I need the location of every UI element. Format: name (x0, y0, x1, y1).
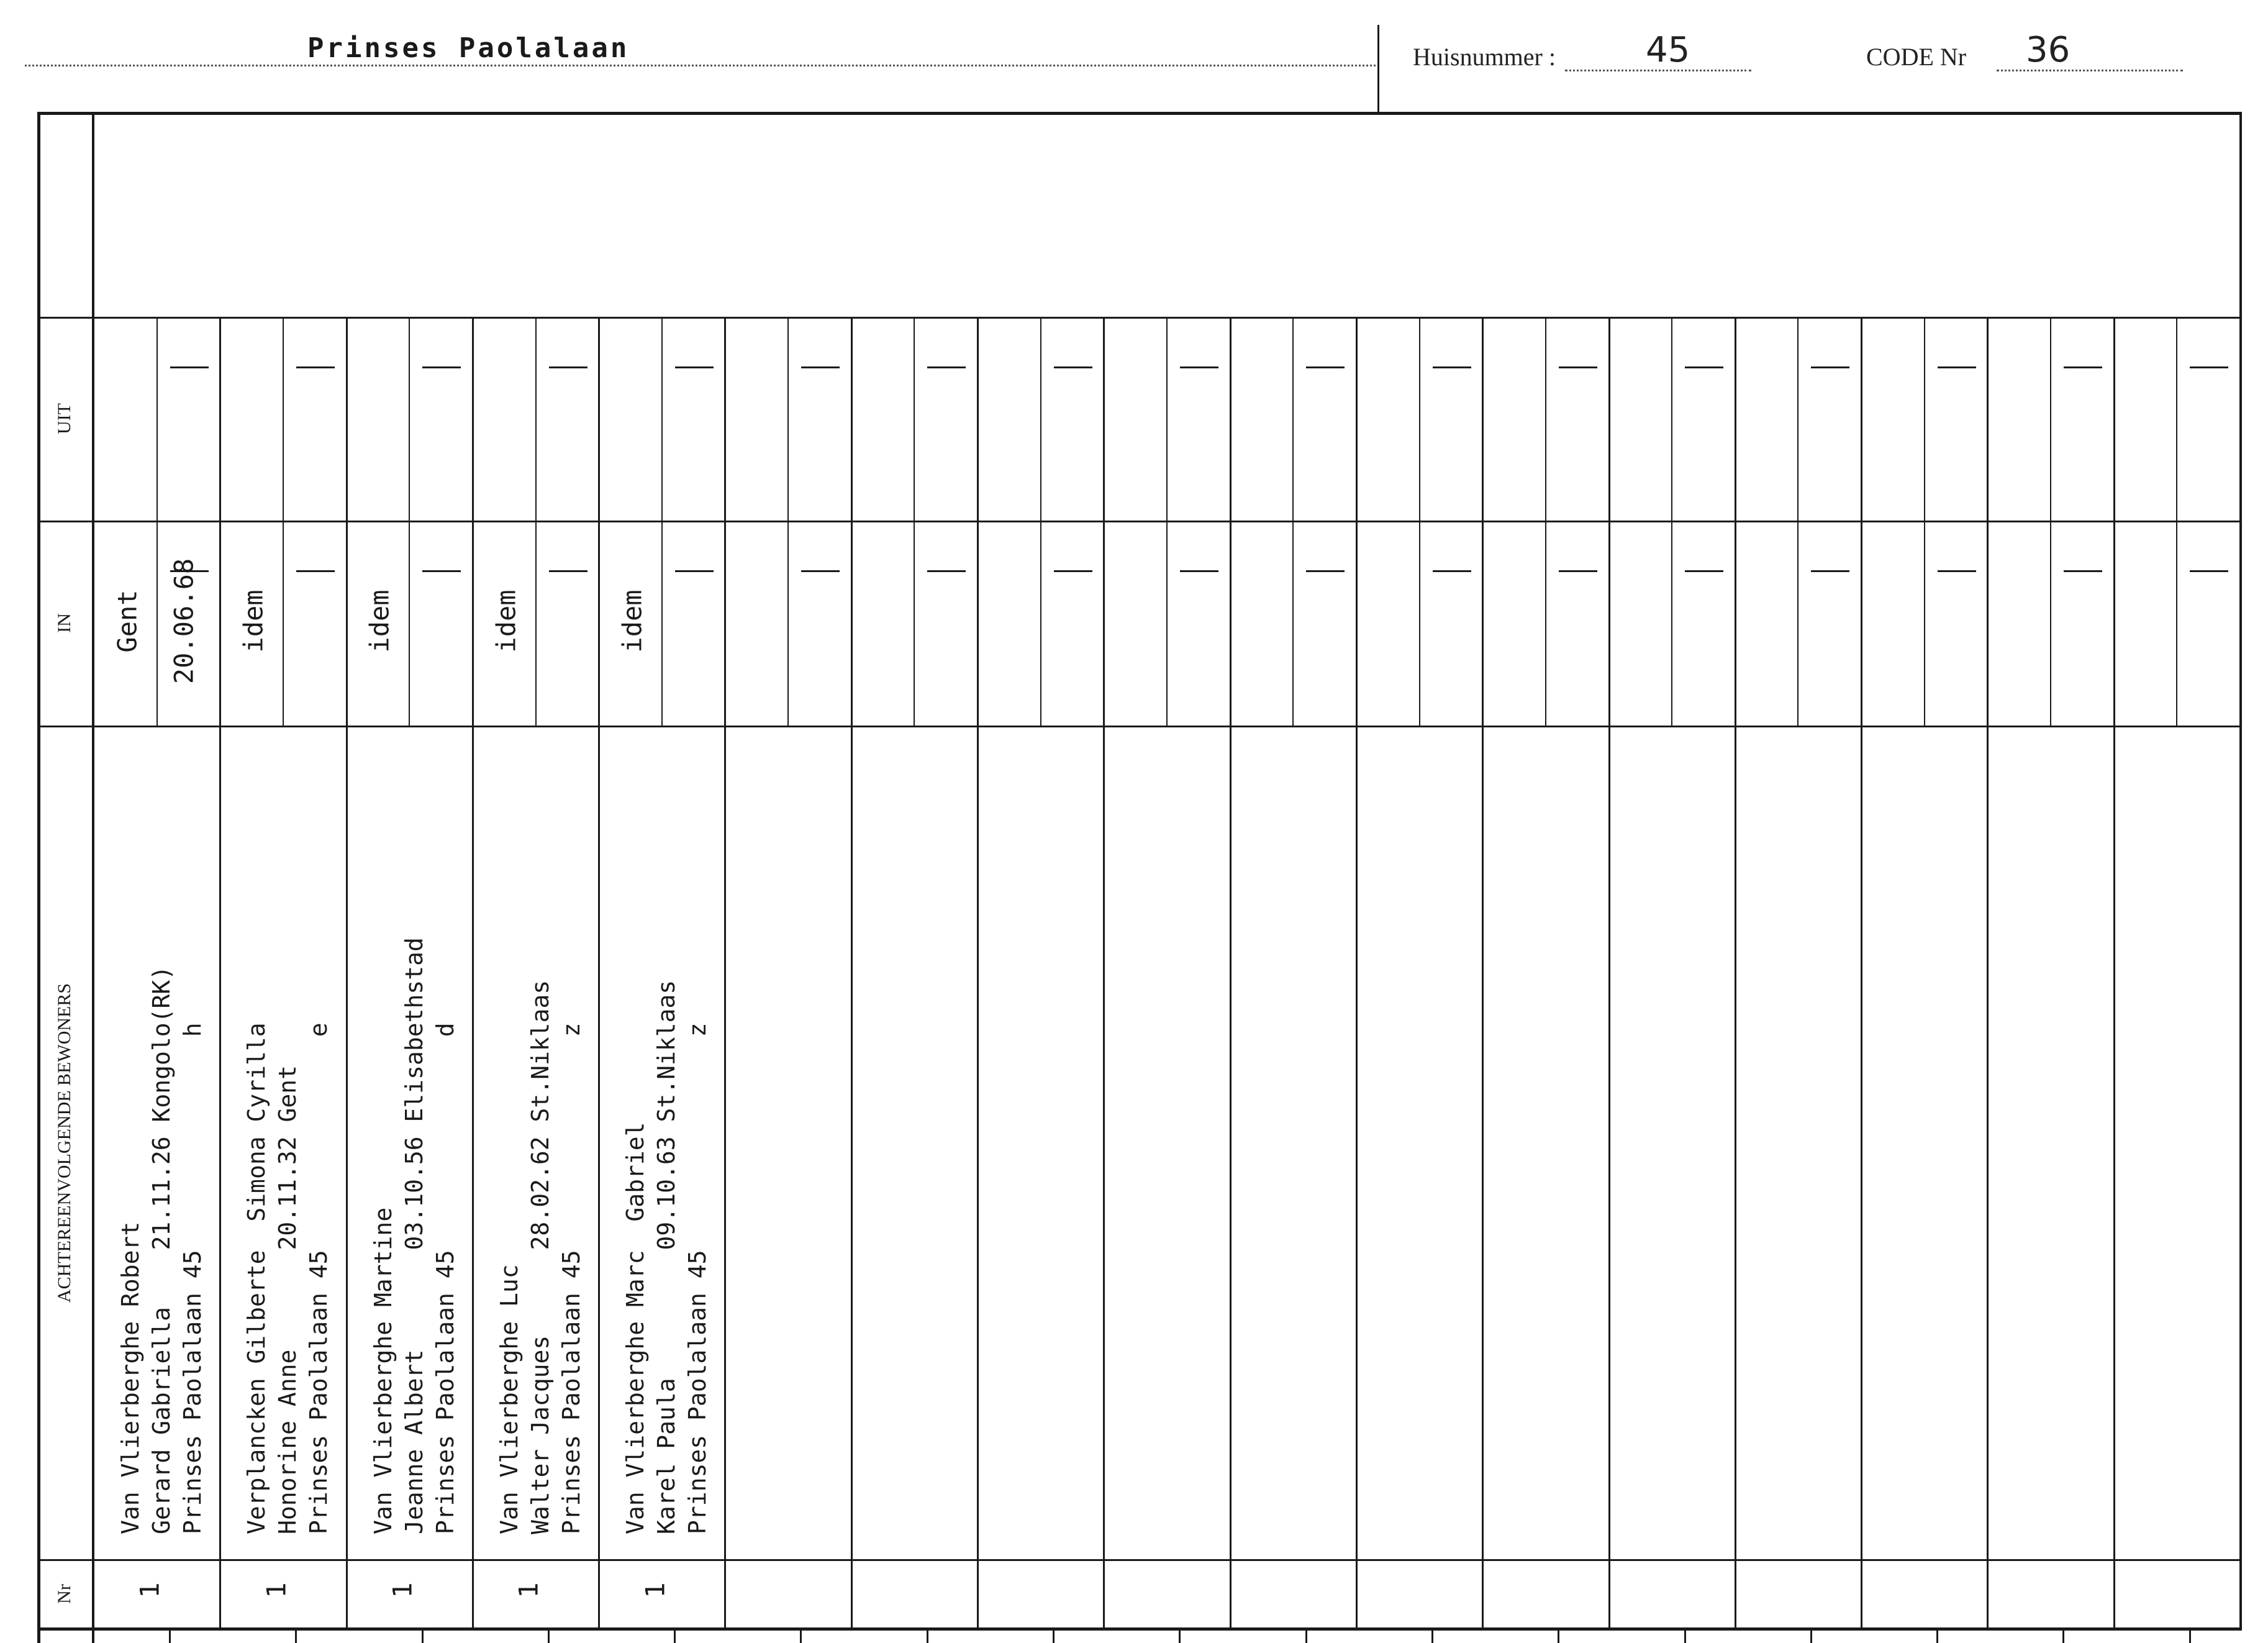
column-separator (598, 318, 600, 1629)
resident-entry (241, 739, 334, 1534)
in-dash (1685, 570, 1723, 572)
in-dash (1180, 570, 1218, 572)
resident-line: Honorine Anne 20.11.32 Gent (274, 1065, 301, 1534)
in-dash (1433, 570, 1471, 572)
in-dash (1306, 570, 1345, 572)
code-label: CODE Nr (1866, 43, 1967, 71)
column-subdivider (1545, 318, 1546, 727)
in-dash (296, 570, 335, 572)
column-separator (1861, 318, 1862, 1629)
street-name: Prinses Paolalaan (307, 32, 630, 64)
uit-dash (422, 366, 461, 368)
row-line-residents-top (37, 726, 2242, 727)
code-dotted-line (1997, 70, 2183, 71)
in-dash (1054, 570, 1092, 572)
ruler-tick (1936, 1630, 1938, 1643)
column-subdivider (661, 318, 663, 727)
in-place: idem (617, 589, 648, 653)
ruler-tick (800, 1630, 802, 1643)
resident-nr: 1 (513, 1582, 544, 1598)
ruler-tick (1810, 1630, 1812, 1643)
resident-line: Prinses Paolalaan 45 d (432, 1022, 459, 1534)
street-dotted-line (25, 65, 1376, 66)
row-line-nr-top (37, 1559, 2242, 1561)
uit-dash (296, 366, 335, 368)
ruler-tick (1558, 1630, 1559, 1643)
in-dash (1559, 570, 1597, 572)
in-dash (1938, 570, 1976, 572)
uit-dash (801, 366, 840, 368)
section-label-nr: Nr (54, 1584, 75, 1604)
ruler-tick (295, 1630, 297, 1643)
frame-left (37, 112, 40, 1643)
resident-entry (115, 739, 208, 1534)
resident-line: Karel Paula 09.10.63 St.Niklaas (653, 980, 680, 1534)
resident-line: Verplancken Gilberte Simona Cyrilla (243, 1022, 270, 1534)
uit-dash (549, 366, 587, 368)
resident-line: Prinses Paolalaan 45 e (305, 1022, 332, 1534)
column-subdivider (283, 318, 284, 727)
column-separator (1230, 318, 1232, 1629)
in-date: 20.06.68 (168, 558, 199, 685)
uit-dash (1811, 366, 1849, 368)
column-subdivider (1924, 318, 1925, 727)
column-separator (472, 318, 474, 1629)
ruler-tick (1305, 1630, 1307, 1643)
column-separator (851, 318, 853, 1629)
resident-nr: 1 (261, 1582, 292, 1598)
uit-dash (675, 366, 714, 368)
in-place: idem (491, 589, 522, 653)
column-separator (1103, 318, 1105, 1629)
section-label-in: IN (54, 613, 75, 633)
column-separator (1356, 318, 1358, 1629)
in-place: idem (364, 589, 395, 653)
resident-line: Prinses Paolalaan 45 z (558, 1022, 585, 1534)
uit-dash (1180, 366, 1218, 368)
ruler-tick (1431, 1630, 1433, 1643)
ruler-tick (169, 1630, 171, 1643)
ruler-tick (1053, 1630, 1055, 1643)
column-subdivider (535, 318, 537, 727)
column-subdivider (156, 318, 158, 727)
resident-line: Prinses Paolalaan 45 z (684, 1022, 711, 1534)
header-divider (1377, 25, 1379, 112)
section-label-uit: UIT (54, 403, 75, 434)
ruler-tick (927, 1630, 928, 1643)
house-number: 45 (1646, 30, 1690, 70)
uit-dash (1306, 366, 1345, 368)
uit-dash (1559, 366, 1597, 368)
label-column-right (92, 112, 94, 1643)
in-dash (675, 570, 714, 572)
in-place: Gent (112, 589, 143, 653)
frame-bottom (37, 1627, 2242, 1631)
in-dash (2190, 570, 2228, 572)
row-line-uit-top (37, 317, 2242, 319)
ruler-tick (1684, 1630, 1686, 1643)
column-separator (724, 318, 726, 1629)
house-number-label: Huisnummer : (1413, 43, 1556, 71)
in-dash (1811, 570, 1849, 572)
column-separator (1987, 318, 1989, 1629)
house-number-dotted-line (1565, 70, 1751, 71)
column-separator (1482, 318, 1484, 1629)
ruler-tick (674, 1630, 676, 1643)
column-separator (977, 318, 979, 1629)
ruler-tick (548, 1630, 550, 1643)
column-subdivider (2176, 318, 2177, 727)
frame-right (2239, 112, 2242, 1627)
column-subdivider (409, 318, 410, 727)
in-dash (2064, 570, 2102, 572)
resident-line: Jeanne Albert 03.10.56 Elisabethstad (401, 937, 428, 1534)
resident-entry (620, 739, 713, 1534)
resident-entry (368, 739, 461, 1534)
column-separator (346, 318, 348, 1629)
column-subdivider (914, 318, 915, 727)
in-dash (549, 570, 587, 572)
resident-line: Prinses Paolalaan 45 h (179, 1022, 206, 1534)
uit-dash (1433, 366, 1471, 368)
uit-dash (1685, 366, 1723, 368)
resident-nr: 1 (387, 1582, 418, 1598)
column-subdivider (1040, 318, 1041, 727)
resident-nr: 1 (640, 1582, 671, 1598)
uit-dash (1054, 366, 1092, 368)
ruler-tick (2062, 1630, 2064, 1643)
column-subdivider (1797, 318, 1799, 727)
column-separator (1608, 318, 1610, 1629)
frame-top (37, 112, 2242, 115)
resident-nr: 1 (134, 1582, 165, 1598)
column-separator (219, 318, 221, 1629)
column-subdivider (2050, 318, 2051, 727)
column-separator (2113, 318, 2115, 1629)
ruler-tick (422, 1630, 424, 1643)
ruler-tick (1179, 1630, 1181, 1643)
code-number: 36 (2026, 30, 2071, 70)
column-separator (1735, 318, 1736, 1629)
uit-dash (927, 366, 966, 368)
uit-dash (170, 366, 209, 368)
in-dash (927, 570, 966, 572)
in-place: idem (238, 589, 269, 653)
section-label-residents: ACHTEREENVOLGENDE BEWONERS (54, 983, 75, 1303)
ruler-tick (2189, 1630, 2191, 1643)
resident-line: Van Vlierberghe Marc Gabriel (622, 1122, 649, 1534)
row-line-in-top (37, 521, 2242, 522)
column-subdivider (1292, 318, 1294, 727)
in-dash (422, 570, 461, 572)
uit-dash (2190, 366, 2228, 368)
column-subdivider (1166, 318, 1168, 727)
column-subdivider (1671, 318, 1672, 727)
resident-line: Van Vlierberghe Luc (496, 1264, 523, 1534)
resident-line: Walter Jacques 28.02.62 St.Niklaas (527, 980, 554, 1534)
uit-dash (1938, 366, 1976, 368)
uit-dash (2064, 366, 2102, 368)
in-dash (801, 570, 840, 572)
resident-line: Gerard Gabriella 21.11.26 Kongolo(RK) (148, 965, 175, 1534)
resident-line: Van Vlierberghe Robert (117, 1221, 144, 1534)
resident-line: Van Vlierberghe Martine (370, 1207, 397, 1534)
column-subdivider (1419, 318, 1420, 727)
resident-entry (494, 739, 587, 1534)
column-subdivider (787, 318, 789, 727)
